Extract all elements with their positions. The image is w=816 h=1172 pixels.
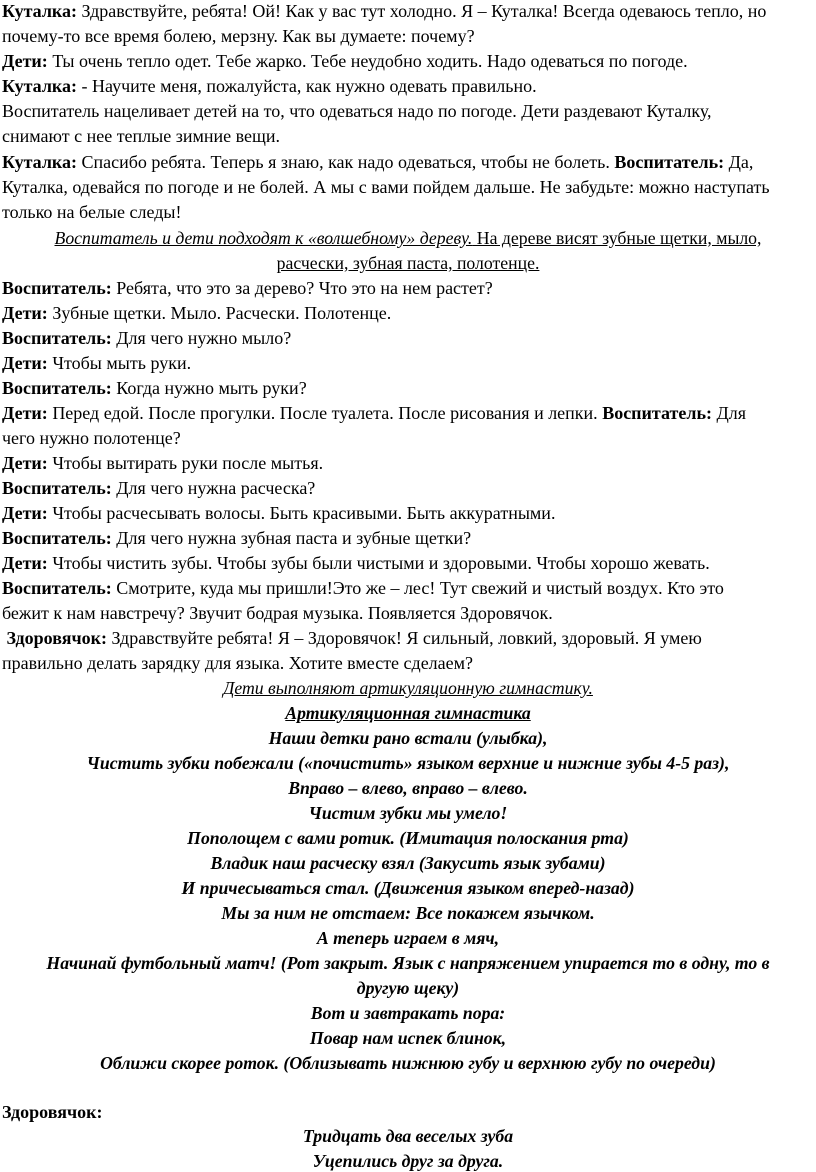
- line-text: Да,: [728, 152, 754, 172]
- poem-title: Артикуляционная гимнастика: [285, 703, 531, 723]
- stage-direction: [0, 677, 816, 699]
- line-text: Когда нужно мыть руки?: [116, 378, 307, 398]
- line-text: Воспитатель нацеливает детей на то, что одеваться надо по погоде. Дети раздевают Куталку,: [2, 101, 712, 121]
- line-text: Ребята, что это за дерево? Что это на нем растет?: [116, 278, 493, 298]
- dialogue-line: [2, 502, 555, 524]
- text-line: [2, 201, 181, 223]
- poem-line: Уцепились друг за друга.: [312, 1151, 504, 1171]
- speaker-label: Дети:: [2, 353, 48, 373]
- speaker-label: Дети:: [2, 503, 48, 523]
- poem-line: Пополощем с вами ротик. (Имитация полоскания рта): [187, 828, 629, 848]
- dialogue-line: [2, 552, 710, 574]
- line-text: Куталка, одевайся по погоде и не болей. А мы с вами пойдем дальше. Не забудьте: можно наступать: [2, 177, 770, 197]
- speaker-label: Куталка:: [2, 152, 78, 172]
- line-text: Перед едой. После прогулки. После туалета. После рисования и лепки.: [52, 403, 598, 423]
- dialogue-line: [2, 75, 537, 97]
- speaker-label: Куталка:: [2, 76, 78, 96]
- dialogue-line: [2, 627, 702, 649]
- speaker-label: Воспитатель:: [2, 328, 112, 348]
- speaker-label: Дети:: [2, 453, 48, 473]
- line-text: Зубные щетки. Мыло. Расчески. Полотенце.: [52, 303, 392, 323]
- poem-line: Вот и завтракать пора:: [310, 1003, 506, 1023]
- line-text: Для чего нужна расческа?: [116, 478, 316, 498]
- speaker-label: Здоровячок:: [6, 628, 107, 648]
- line-text: только на белые следы!: [2, 202, 182, 222]
- poem-line: Начинай футбольный матч! (Рот закрыт. Язык с напряжением упирается то в одну, то в: [46, 953, 770, 973]
- line-text: снимают с нее теплые зимние вещи.: [2, 126, 281, 146]
- line-text: Смотрите, куда мы пришли!Это же – лес! Тут свежий и чистый воздух. Кто это: [116, 578, 724, 598]
- speaker-label: Воспитатель:: [2, 478, 112, 498]
- speaker-label: Воспитатель:: [602, 403, 712, 423]
- stage-direction-text: расчески, зубная паста, полотенце.: [276, 253, 540, 273]
- line-text: правильно делать зарядку для языка. Хотите вместе сделаем?: [2, 653, 474, 673]
- dialogue-line: [2, 477, 315, 499]
- poem-line: Тридцать два веселых зуба: [302, 1126, 514, 1146]
- text-line: [2, 652, 473, 674]
- line-text: Чтобы мыть руки.: [52, 353, 192, 373]
- text-line: [2, 100, 712, 122]
- dialogue-line: [2, 527, 471, 549]
- stage-direction-text: На дереве висят зубные щетки, мыло,: [472, 228, 762, 248]
- dialogue-line: [2, 327, 291, 349]
- dialogue-line: [2, 151, 753, 173]
- line-text: Здравствуйте ребята! Я – Здоровячок! Я сильный, ловкий, здоровый. Я умею: [111, 628, 702, 648]
- dialogue-line: [2, 577, 724, 599]
- stage-direction: [0, 227, 816, 249]
- line-text: Чтобы расчесывать волосы. Быть красивыми. Быть аккуратными.: [52, 503, 556, 523]
- dialogue-line: [2, 277, 493, 299]
- poem-line: Наши детки рано встали (улыбка),: [268, 728, 548, 748]
- line-text: Чтобы чистить зубы. Чтобы зубы были чистыми и здоровыми. Чтобы хорошо жевать.: [52, 553, 710, 573]
- dialogue-line: [2, 302, 391, 324]
- poem-line: Повар нам испек блинок,: [309, 1028, 507, 1048]
- speaker-heading: Здоровячок:: [2, 1102, 103, 1122]
- line-text: - Научите меня, пожалуйста, как нужно одевать правильно.: [81, 76, 537, 96]
- poem-line: Вправо – влево, вправо – влево.: [288, 778, 528, 798]
- speaker-label: Воспитатель:: [2, 278, 112, 298]
- dialogue-line: [2, 452, 323, 474]
- speaker-label: Воспитатель:: [614, 152, 725, 172]
- line-text: Для: [716, 403, 747, 423]
- text-line: [2, 125, 280, 147]
- speaker-label: Дети:: [2, 403, 48, 423]
- stage-direction-italic: Воспитатель и дети подходят к «волшебному» дереву.: [54, 228, 473, 248]
- line-text: Спасибо ребята. Теперь я знаю, как надо одеваться, чтобы не болеть.: [81, 152, 610, 172]
- poem-line: Чистим зубки мы умело!: [308, 803, 508, 823]
- poem-line: Владик наш расческу взял (Закусить язык зубами): [210, 853, 606, 873]
- speaker-label: Дети:: [2, 553, 48, 573]
- poem-line: Оближи скорее роток. (Облизывать нижнюю губу и верхнюю губу по очереди): [100, 1053, 716, 1073]
- dialogue-line: [2, 377, 307, 399]
- speaker-label: Дети:: [2, 303, 48, 323]
- poem-line: Чистить зубки побежали («почистить» языком верхние и нижние зубы 4-5 раз),: [86, 753, 730, 773]
- dialogue-line: [2, 0, 766, 22]
- text-line: [2, 427, 181, 449]
- line-text: Ты очень тепло одет. Тебе жарко. Тебе неудобно ходить. Надо одеваться по погоде.: [52, 51, 688, 71]
- speaker-label: Воспитатель:: [2, 378, 112, 398]
- dialogue-line: [2, 50, 688, 72]
- speaker-label: Куталка:: [2, 1, 78, 21]
- poem-line: А теперь играем в мяч,: [316, 928, 500, 948]
- speaker-label: Дети:: [2, 51, 48, 71]
- line-text: бежит к нам навстречу? Звучит бодрая музыка. Появляется Здоровячок.: [2, 603, 553, 623]
- line-text: почему-то все время болею, мерзну. Как вы думаете: почему?: [2, 26, 475, 46]
- line-text: Чтобы вытирать руки после мытья.: [52, 453, 324, 473]
- poem-line: И причесываться стал. (Движения языком вперед-назад): [181, 878, 635, 898]
- speaker-label: Воспитатель:: [2, 528, 112, 548]
- text-line: [2, 602, 553, 624]
- stage-direction: [0, 252, 816, 274]
- poem-line: другую щеку): [356, 978, 460, 998]
- stage-direction-italic: Дети выполняют артикуляционную гимнастику.: [223, 678, 593, 698]
- text-line: [2, 176, 770, 198]
- dialogue-line: [2, 352, 191, 374]
- text-line: [2, 25, 475, 47]
- line-text: чего нужно полотенце?: [2, 428, 181, 448]
- line-text: Для чего нужно мыло?: [116, 328, 292, 348]
- poem-line: Мы за ним не отстаем: Все покажем язычком.: [221, 903, 595, 923]
- line-text: Здравствуйте, ребята! Ой! Как у вас тут холодно. Я – Куталка! Всегда одеваюсь тепло, но: [81, 1, 767, 21]
- speaker-label: Воспитатель:: [2, 578, 112, 598]
- line-text: Для чего нужна зубная паста и зубные щетки?: [116, 528, 472, 548]
- dialogue-line: [2, 402, 746, 424]
